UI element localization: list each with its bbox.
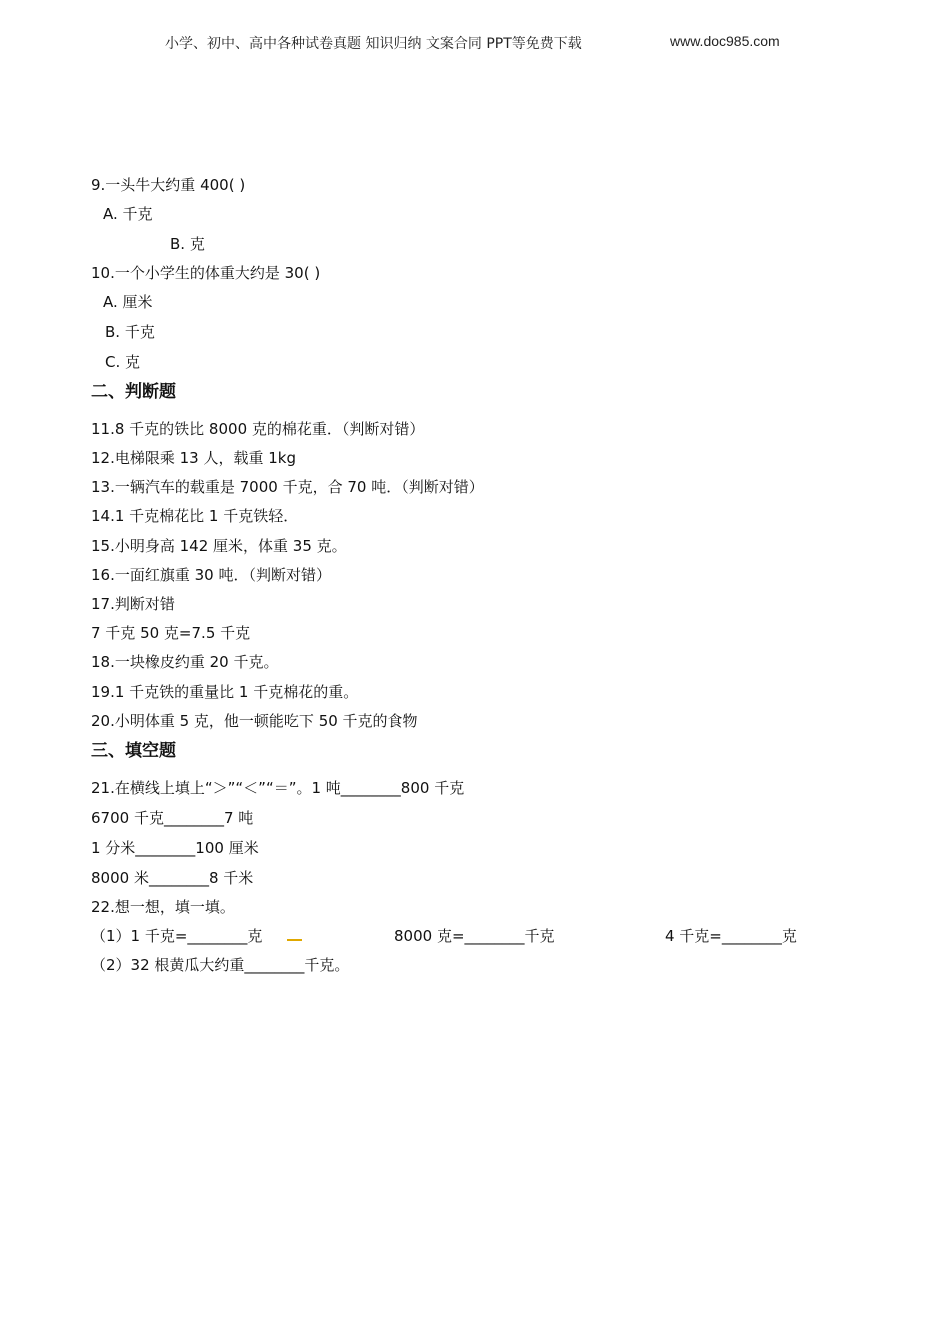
question-14: 14.1 千克棉花比 1 千克铁轻． [91,507,299,525]
question-22-part-1a: （1）1 千克=________克 [91,927,263,945]
question-22: 22.想一想，填一填。 [91,898,235,916]
question-20: 20.小明体重 5 克，他一顿能吃下 50 千克的食物 [91,712,418,730]
question-15: 15.小明身高 142 厘米，体重 35 克。 [91,537,347,555]
header-slogan: 小学、初中、高中各种试卷真题 知识归纳 文案合同 PPT等免费下载 [165,36,582,52]
question-11: 11.8 千克的铁比 8000 克的棉花重．（判断对错） [91,420,425,438]
highlight-mark [287,939,302,941]
question-21: 21.在横线上填上“＞”“＜”“＝”。1 吨________800 千克 [91,779,465,797]
question-19: 19.1 千克铁的重量比 1 千克棉花的重。 [91,683,359,701]
question-18: 18.一块橡皮约重 20 千克。 [91,653,279,671]
question-21-line-4: 8000 米________8 千米 [91,869,254,887]
question-21-line-2: 6700 千克________7 吨 [91,809,254,827]
section-title-judgement: 二、判断题 [91,382,176,402]
question-17-statement: 7 千克 50 克=7.5 千克 [91,624,251,642]
question-16: 16.一面红旗重 30 吨．（判断对错） [91,566,331,584]
question-10-option-a: A. 厘米 [103,293,153,311]
question-12: 12.电梯限乘 13 人，载重 1kg [91,449,296,467]
question-10-option-b: B. 千克 [105,323,155,341]
section-title-fill-in: 三、填空题 [91,741,176,761]
question-21-line-3: 1 分米________100 厘米 [91,839,259,857]
question-17: 17.判断对错 [91,595,175,613]
question-10-option-c: C. 克 [105,353,141,371]
header-website[interactable]: www.doc985.com [670,33,780,49]
question-9: 9.一头牛大约重 400( ) [91,176,246,194]
question-22-part-1b: 8000 克=________千克 [394,927,555,945]
question-10: 10.一个小学生的体重大约是 30( ) [91,264,321,282]
question-13: 13.一辆汽车的载重是 7000 千克，合 70 吨．（判断对错） [91,478,484,496]
question-22-part-2: （2）32 根黄瓜大约重________千克。 [91,956,350,974]
question-9-option-b: B. 克 [170,235,205,253]
question-22-part-1c: 4 千克=________克 [665,927,797,945]
question-9-option-a: A. 千克 [103,205,153,223]
